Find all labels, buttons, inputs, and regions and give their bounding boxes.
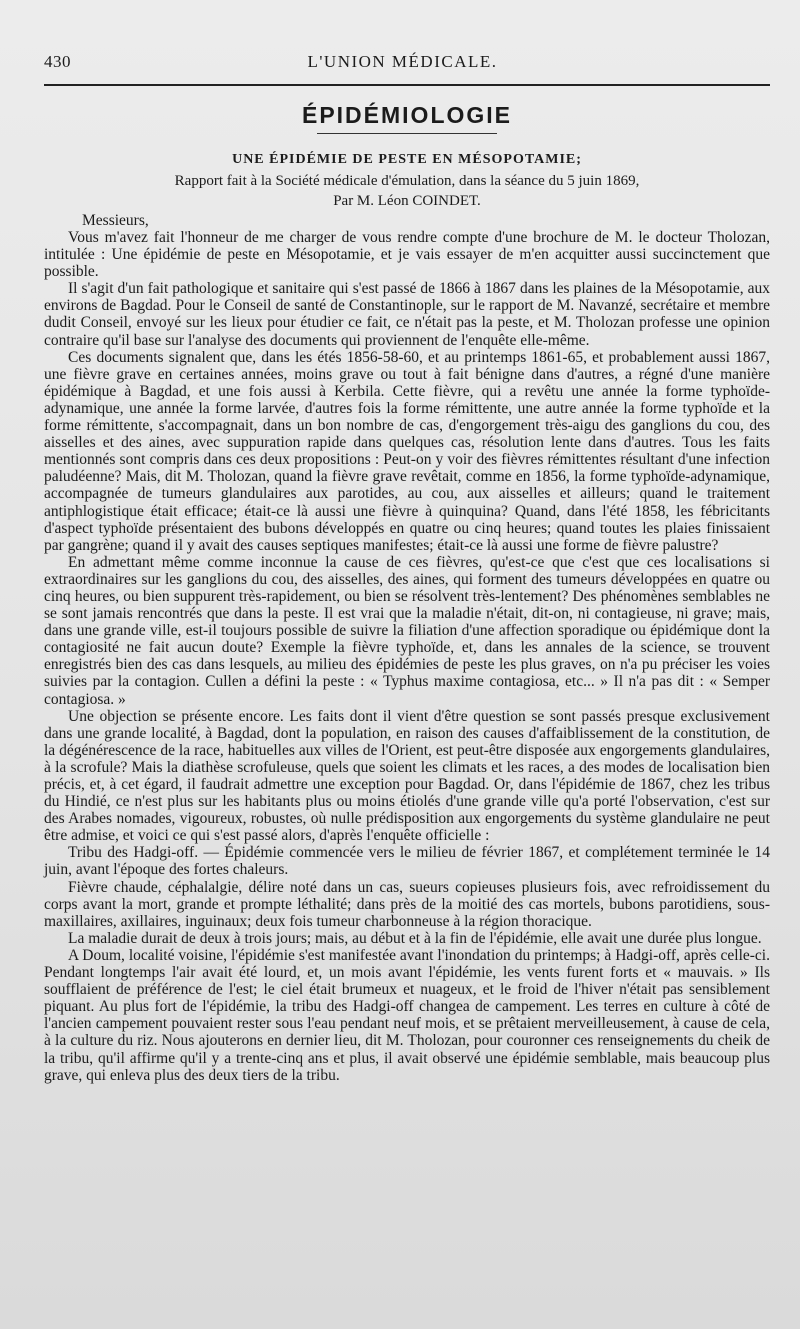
article-subtitle: Rapport fait à la Société médicale d'émulation, dans la séance du 5 juin 1869, <box>174 173 640 189</box>
paragraph: La maladie durait de deux à trois jours; mais, au début et à la fin de l'épidémie, elle avait une durée plus longue. <box>68 929 762 947</box>
paragraph: Une objection se présente encore. Les faits dont il vient d'être question se sont passés presque exclusivement dans une grande localité, à Bagdad, dont la population, en raison des causes d'affaiblissement de la constitution, de la dégénérescence de la race, habituelles aux villes de l'Orient, est peut-être disposée aux engorgements glandulaires, à la scrofule? Mais la diathèse scrofuleuse, quels que soient les climats et les races, a des modes de localisation bien précis, et, à cet égard, il faudrait admettre une exception pour Bagdad. Or, dans l'épidémie de 1867, chez les tribus du Hindié, ce n'est plus sur les habitants plus ou moins étiolés d'une grande ville qu'a porté l'observation, c'est sur des Arabes nomades, vigoureux, robustes, où nulle prédisposition aux engorgements du système glandulaire ne peut être admise, et voici ce qui s'est passé alors, d'après l'enquête officielle : <box>44 707 770 845</box>
page-number: 430 <box>44 52 71 71</box>
paragraph: En admettant même comme inconnue la cause de ces fièvres, qu'est-ce que c'est que ces localisations si extraordinaires sur les ganglions du cou, des aisselles, des aines, qui forment des tumeurs développées en quatre ou cinq heures, ou bien suppurent très-rapidement, ou bien se résolvent très-lentement? Des phénomènes semblables ne se sont jamais rencontrés que dans la peste. Il est vrai que la maladie n'était, dit-on, ni contagieuse, ni grave; mais, dans une grande ville, est-il toujours possible de suivre la filiation d'une affection sporadique ou épidémique dont la contagiosité ne fait aucun doute? Exemple la fièvre typhoïde, et, dans les annales de la science, se trouvent enregistrés bien des cas dans lesquels, au milieu des épidémies de peste les plus graves, on n'a pu préciser les voies suivies par la contagion. Cullen a défini la peste : « Typhus maxime contagiosa, etc... » Il n'a pas dit : « Semper contagiosa. » <box>44 553 770 708</box>
running-header <box>44 52 770 72</box>
section-title: ÉPIDÉMIOLOGIE <box>301 102 513 128</box>
salutation: Messieurs, <box>82 212 149 229</box>
article-body <box>44 229 770 1084</box>
paragraph: Tribu des Hadgi-off. — Épidémie commencée vers le milieu de février 1867, et complétement terminée le 14 juin, avant l'époque des fortes chaleurs. <box>44 844 770 879</box>
section-rule <box>317 133 497 134</box>
paragraph: Ces documents signalent que, dans les étés 1856-58-60, et au printemps 1861-65, et probablement aussi 1867, une fièvre grave en certaines années, moins grave ou tout à fait bénigne dans d'autres, a régné d'une manière épidémique à Bagdad, et une fois aussi à Kerbila. Cette fièvre, qui a revêtu une année la forme typhoïde-adynamique, une année la forme larvée, d'autres fois la forme rémittente, une autre année la forme typhoïde et la forme rémittente, s'accompagnait, dans un bon nombre de cas, d'engorgement très-aigu des ganglions du cou, des aisselles et des aines, avec suppuration rapide dans quelques cas, résolution lente dans d'autres. Tous les faits mentionnés sont compris dans ces deux propositions : Peut-on y voir des fièvres rémittentes résultant d'une infection paludéenne? Mais, dit M. Tholozan, quand la fièvre grave revêtait, comme en 1856, la forme typhoïde-adynamique, accompagnée de tumeurs glandulaires aux parotides, au cou, aux aisselles et ailleurs; quand le traitement antiphlogistique était efficace; était-ce là aussi une fièvre à quinquina? Quand, dans l'été 1858, les fébricitants d'aspect typhoïde présentaient des bubons développés en quatre ou cinq heures; quand toutes les plaies finissaient par gangrène; quand il y avait des causes septiques manifestes; était-ce là aussi une forme de fièvre palustre? <box>44 348 770 554</box>
journal-title: L'UNION MÉDICALE. <box>307 52 498 71</box>
paragraph: Vous m'avez fait l'honneur de me charger de vous rendre compte d'une brochure de M. le docteur Tholozan, intitulée : Une épidémie de peste en Mésopotamie, et je vais essayer de m'en acquitter aussi succinctement que possible. <box>44 229 770 281</box>
paragraph: A Doum, localité voisine, l'épidémie s'est manifestée avant l'inondation du printemps; à Hadgi-off, après celle-ci. Pendant longtemps l'air avait été lourd, et, un mois avant l'épidémie, les vents furent forts et « mauvais. » Ils soufflaient de préférence de l'est; le ciel était brumeux et nuageux, et le froid de l'hiver n'était pas sensiblement piquant. Au plus fort de l'épidémie, la tribu des Hadgi-off changea de campement. Les terres en culture à côté de l'ancien campement pouvaient rester sous l'eau pendant neuf mois, et se prêtaient merveilleusement, à cause de cela, à la culture du riz. Nous ajouterons en dernier lieu, dit M. Tholozan, pour couronner ces renseignements du cheik de la tribu, qu'il affirme qu'il y a trente-cinq ans et plus, il avait observé une épidémie semblable, mais beaucoup plus grave, qui enleva plus des deux tiers de la tribu. <box>44 946 770 1084</box>
header-rule <box>44 84 770 86</box>
paragraph: Il s'agit d'un fait pathologique et sanitaire qui s'est passé de 1866 à 1867 dans les plaines de la Mésopotamie, aux environs de Bagdad. Pour le Conseil de santé de Constantinople, sur le rapport de M. Navanzé, secrétaire et membre dudit Conseil, envoyé sur les lieux pour étudier ce fait, ce n'était pas la peste, et M. Tholozan professe une opinion contraire qu'il base sur l'analyse des documents qui proviennent de l'enquête elle-même. <box>44 280 770 349</box>
article-title: UNE ÉPIDÉMIE DE PESTE EN MÉSOPOTAMIE; <box>232 152 582 167</box>
paragraph: Fièvre chaude, céphalalgie, délire noté dans un cas, sueurs copieuses plusieurs fois, avec refroidissement du corps avant la mort, grande et prompte léthalité; dans près de la moitié des cas mortels, bubons parotidiens, sous-maxillaires, axillaires, inguinaux; deux fois tumeur charbonneuse à la région thoracique. <box>44 878 770 930</box>
article-byline: Par M. Léon COINDET. <box>333 193 481 209</box>
